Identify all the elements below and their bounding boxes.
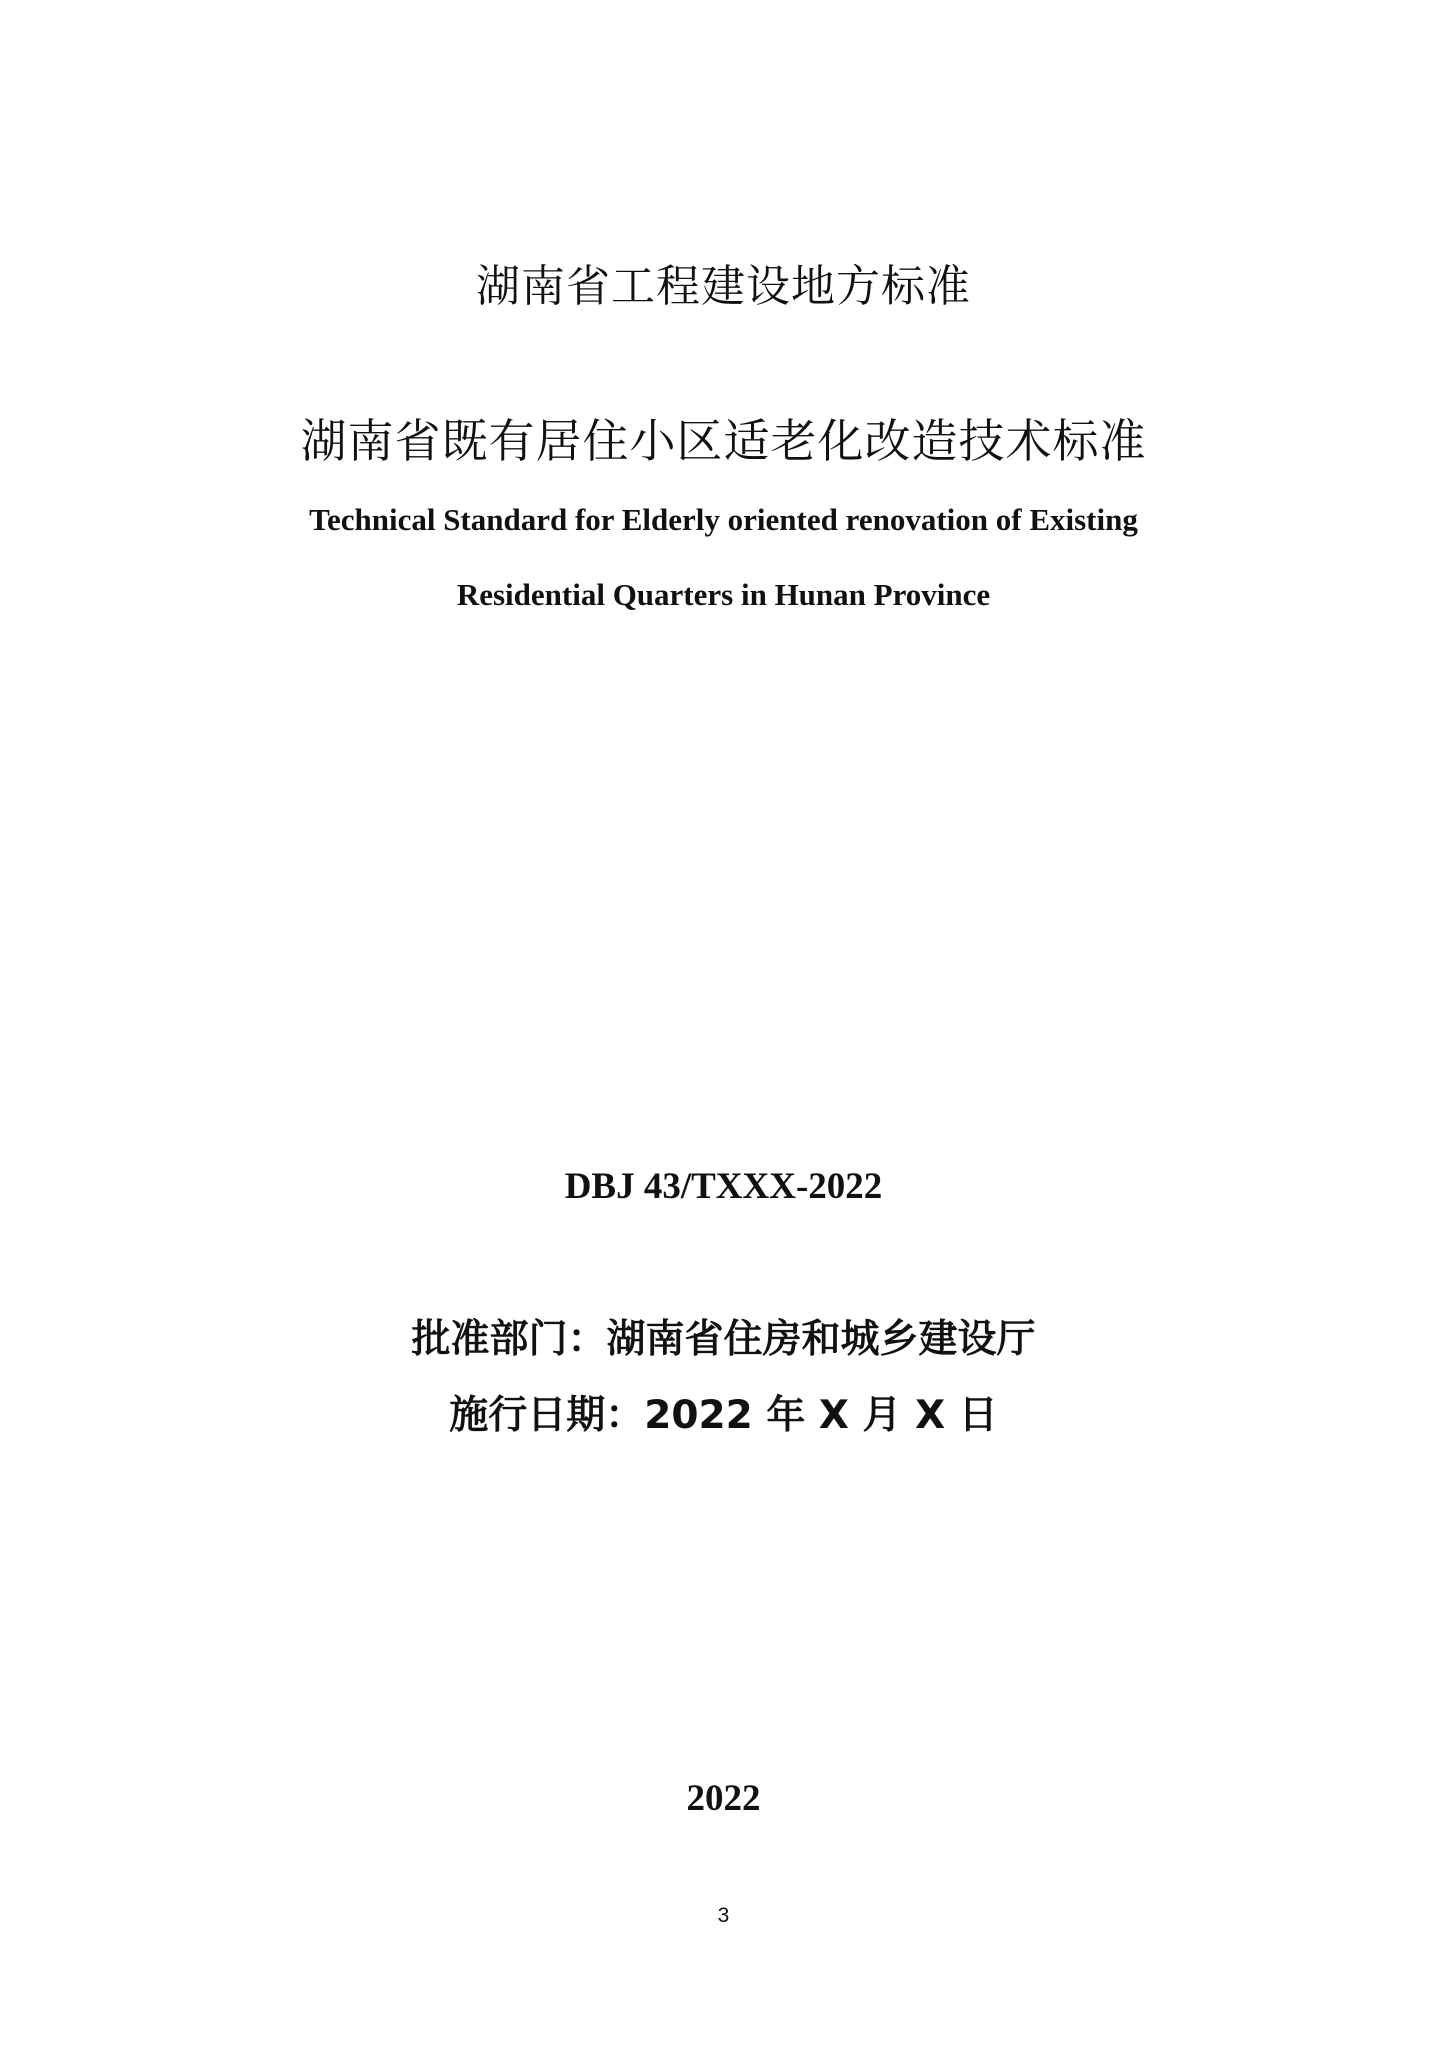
publication-year: 2022 bbox=[686, 1778, 761, 1819]
page-number: 3 bbox=[717, 1904, 730, 1927]
effective-date: 施行日期：2022 年 X 月 X 日 bbox=[449, 1393, 998, 1438]
standard-category: 湖南省工程建设地方标准 bbox=[476, 261, 971, 312]
document-title-en-line1: Technical Standard for Elderly oriented renovation of Existing bbox=[309, 502, 1138, 537]
document-title-en-line2: Residential Quarters in Hunan Province bbox=[456, 577, 991, 612]
document-title-cn: 湖南省既有居住小区适老化改造技术标准 bbox=[300, 414, 1147, 468]
approval-department: 批准部门：湖南省住房和城乡建设厅 bbox=[411, 1317, 1036, 1362]
standard-code: DBJ 43/TXXX-2022 bbox=[564, 1166, 883, 1207]
